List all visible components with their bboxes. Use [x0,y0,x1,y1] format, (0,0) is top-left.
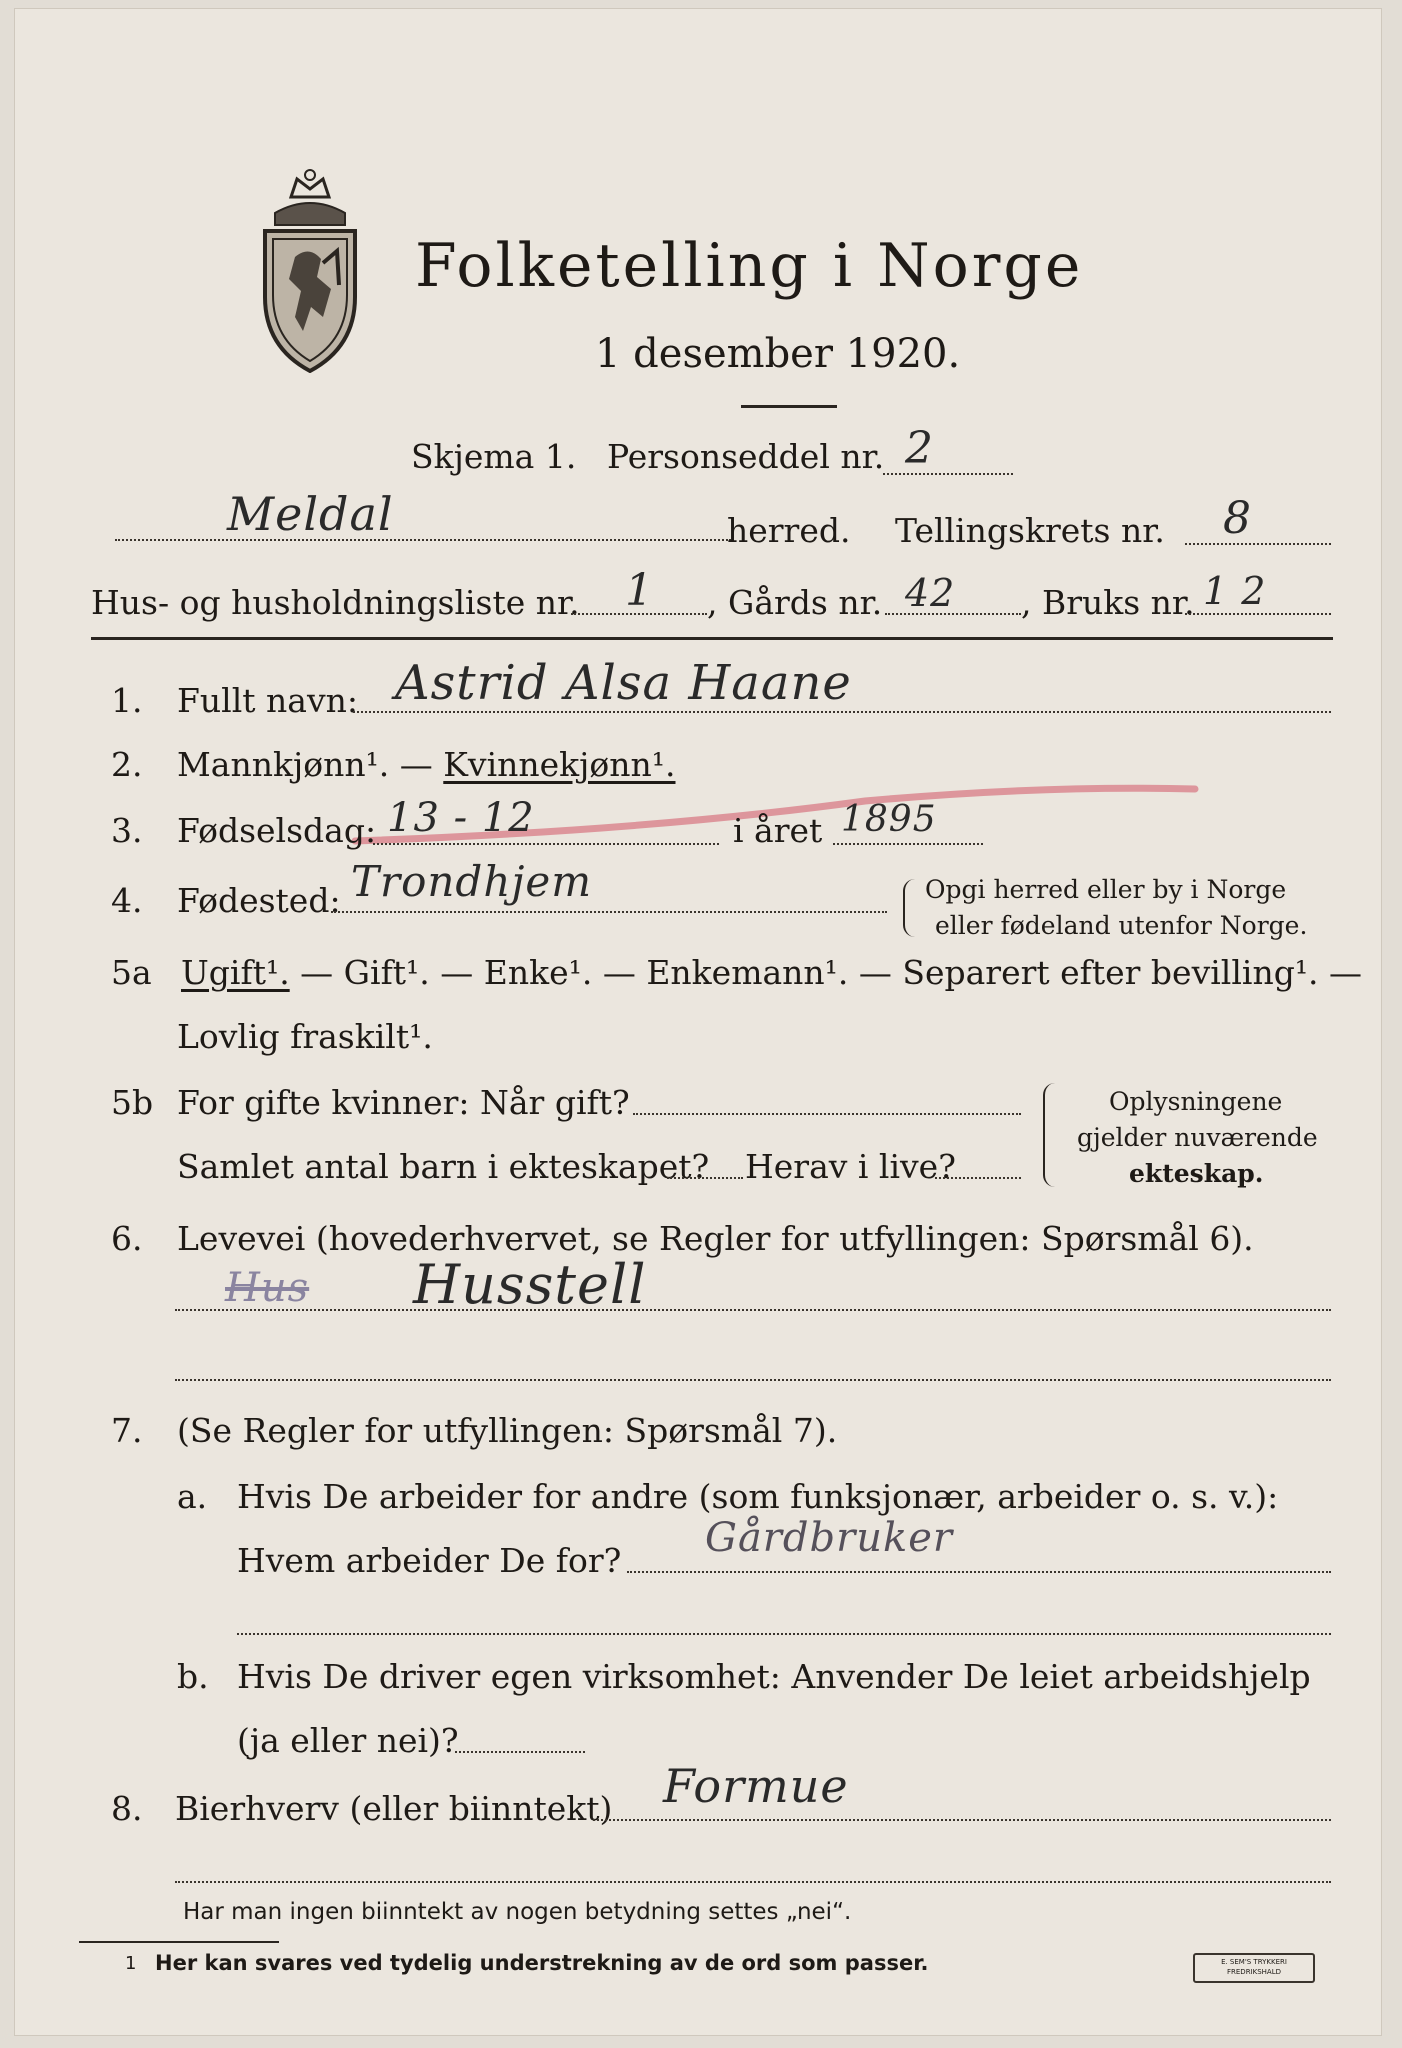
birth-year-value: 1895 [841,799,937,840]
employer-field[interactable] [627,1571,1331,1573]
children-total-label: Samlet antal barn i ekteskapet? [177,1147,710,1186]
side-income-field-2[interactable] [175,1881,1331,1883]
q8-label: Bierhverv (eller biinntekt) [175,1789,613,1828]
q7b-line2: (ja eller nei)? [237,1721,459,1760]
no-income-note: Har man ingen biinntekt av nogen betydning settes „nei“. [183,1899,852,1925]
q7a-letter: a. [177,1477,208,1516]
coat-of-arms-icon [251,167,369,373]
title-divider [741,405,837,408]
marriage-note-1: Oplysningene [1109,1087,1283,1116]
bruks-label: , Bruks nr. [1021,583,1195,622]
birthday-field[interactable] [373,843,719,845]
hus-value: 1 [625,565,654,616]
children-alive-label: Herav i live? [745,1147,956,1186]
birthplace-field[interactable] [331,911,887,913]
q8-number: 8. [111,1789,143,1828]
footnote-text: Her kan svares ved tydelig understrekning av de ord som passer. [155,1951,929,1975]
gender-options [177,745,676,784]
birthday-value: 13 - 12 [387,795,535,841]
marital-other-options[interactable]: — Gift¹. — Enke¹. — Enkemann¹. — Separert efter bevilling¹. — [289,953,1363,992]
q7a-line1: Hvis De arbeider for andre (som funksjonær, arbeider o. s. v.): [237,1477,1279,1516]
herred-value: Meldal [227,487,394,541]
bruks-field[interactable] [1185,613,1331,615]
footnote-rule [79,1941,279,1943]
personseddel-label: Personseddel nr. [607,437,885,476]
q7a-line2: Hvem arbeider De for? [237,1541,622,1580]
q2-number: 2. [111,745,143,784]
tellingskrets-field[interactable] [1185,543,1331,545]
q3-label: Fødselsdag: [177,811,377,850]
herred-field[interactable] [115,539,731,541]
marriage-note-2: gjelder nuværende [1077,1123,1318,1152]
hus-label: Hus- og husholdningsliste nr. [91,583,580,622]
q1-label: Fullt navn: [177,681,358,720]
children-alive-field[interactable] [935,1177,1021,1179]
printer-stamp [1193,1953,1315,1983]
occupation-field-2[interactable] [175,1379,1331,1381]
marriage-note-brace [1043,1083,1055,1187]
q3-number: 3. [111,811,143,850]
occupation-field[interactable] [175,1309,1331,1311]
birth-year-field[interactable] [833,843,983,845]
side-income-value: Formue [663,1759,849,1813]
children-total-field[interactable] [667,1177,743,1179]
bruks-value: 1 2 [1203,569,1267,613]
census-date: 1 desember 1920. [595,331,961,377]
q6-label: Levevei (hovederhvervet, se Regler for utfyllingen: Spørsmål 6). [177,1219,1254,1258]
herred-label: herred. [727,511,851,550]
q4-label: Fødested: [177,881,341,920]
side-income-field[interactable] [593,1819,1331,1821]
employer-value: Gårdbruker [705,1515,954,1561]
full-name-field[interactable] [353,711,1331,713]
birthplace-note-1: Opgi herred eller by i Norge [925,875,1287,904]
gender-female[interactable]: Kvinnekjønn¹. [443,745,676,784]
q6-number: 6. [111,1219,143,1258]
married-when-label: For gifte kvinner: Når gift? [177,1083,630,1122]
printer-stamp-line1: E. SEM'S TRYKKERI [1221,1958,1287,1966]
personseddel-value: 2 [905,423,934,474]
birthplace-value: Trondhjem [351,857,593,906]
employer-field-2[interactable] [237,1633,1331,1635]
tellingskrets-label: Tellingskrets nr. [895,511,1165,550]
tellingskrets-value: 8 [1223,493,1252,544]
q7b-line1: Hvis De driver egen virksomhet: Anvender De leiet arbeidshjelp [237,1657,1311,1696]
q5b-number: 5b [111,1083,154,1122]
printer-stamp-line2: FREDRIKSHALD [1226,1968,1281,1976]
q1-number: 1. [111,681,143,720]
hired-help-field[interactable] [455,1751,585,1753]
gards-value: 42 [905,571,956,615]
occupation-value: Husstell [413,1253,647,1316]
marriage-note-3: ekteskap. [1129,1159,1264,1188]
census-form [14,8,1382,2036]
personseddel-field[interactable] [883,473,1013,475]
full-name-value: Astrid Alsa Haane [395,655,852,711]
footnote-number: 1 [125,1953,137,1974]
married-when-field[interactable] [633,1113,1021,1115]
q5a-number: 5a [111,953,152,992]
header-rule [91,637,1333,640]
birthplace-brace [903,879,915,937]
form-title: Folketelling i Norge [415,231,1084,301]
marital-status-options [181,953,1362,992]
marital-ugift[interactable]: Ugift¹. [181,953,290,992]
marital-lovlig-fraskilt[interactable]: Lovlig fraskilt¹. [177,1017,433,1056]
q7-number: 7. [111,1411,143,1450]
q7-label: (Se Regler for utfyllingen: Spørsmål 7). [177,1411,838,1450]
q4-number: 4. [111,881,143,920]
gender-male[interactable]: Mannkjønn¹. — [177,745,444,784]
occupation-struck-value: Hus [225,1265,310,1311]
skjema-label: Skjema 1. [411,437,577,476]
gards-label: , Gårds nr. [707,583,883,622]
q7b-letter: b. [177,1657,209,1696]
birthplace-note-2: eller fødeland utenfor Norge. [935,911,1308,940]
birth-year-label: i året [733,811,823,850]
